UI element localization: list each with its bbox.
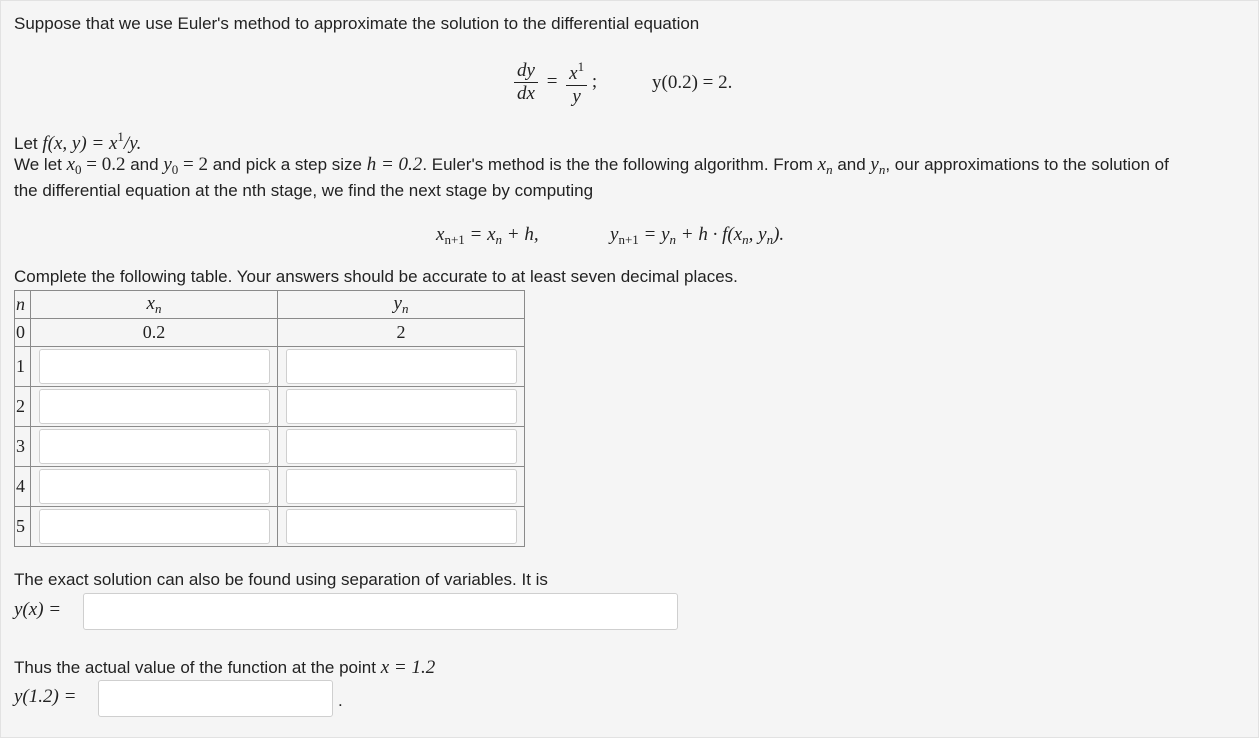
row-index: 0 (15, 319, 31, 347)
x-update-formula: $x_{n+1} = x_n + h$, (436, 224, 539, 247)
y-update-formula: $y_{n+1} = y_n + h \cdot f(x_n$, $y_n$). (610, 224, 785, 247)
actual-value-input[interactable] (98, 680, 333, 717)
table-prompt: Complete the following table. Your answers should be accurate to at least seven decimal places. (14, 267, 738, 286)
trailing-period: . (338, 691, 343, 710)
actual-value-text: Thus the actual value of the function at the point x = 1.2 (14, 657, 436, 678)
x-over-y-fraction: $\frac{x^1}{y}$ (566, 56, 587, 108)
intro-text: Suppose that we use Euler's method to approximate the solution to the differential equation (14, 14, 700, 33)
y5-input[interactable] (286, 509, 517, 544)
let-f-line: Let f(x, $y) = x^1/y$. (14, 129, 142, 154)
table-header-row (15, 291, 525, 319)
y4-input[interactable] (286, 469, 517, 504)
y3-input[interactable] (286, 429, 517, 464)
x3-input[interactable] (39, 429, 270, 464)
point-expression: x = 1.2 (380, 657, 436, 678)
setup-paragraph-line2: the differential equation at the nth stage, we find the next stage by computing (14, 181, 594, 200)
y0-value: 2 (278, 319, 525, 347)
header-yn: $y_n$ (278, 291, 525, 319)
euler-table (14, 290, 525, 547)
row-index: 3 (15, 427, 31, 467)
y2-input[interactable] (286, 389, 517, 424)
x4-input[interactable] (39, 469, 270, 504)
y1-input[interactable] (286, 349, 517, 384)
setup-paragraph-line1: We let $x_0 = 0.2$ and $y_0 = 2$ and pick a step size h = 0.2. Euler's method is the the following algorithm. From $x_n$ and $y_n$, our approximations to the solution of (14, 154, 1169, 177)
x0-value: 0.2 (31, 319, 278, 347)
exact-solution-label: y(x) = (14, 599, 62, 620)
row-index: 2 (15, 387, 31, 427)
table-row (15, 347, 525, 387)
row-index: 5 (15, 507, 31, 547)
table-row (15, 467, 525, 507)
exact-solution-text: The exact solution can also be found using separation of variables. It is (14, 570, 548, 589)
table-row (15, 319, 525, 347)
exact-solution-input[interactable] (83, 593, 678, 630)
x1-input[interactable] (39, 349, 270, 384)
x5-input[interactable] (39, 509, 270, 544)
row-index: 1 (15, 347, 31, 387)
table-row (15, 387, 525, 427)
actual-value-label: y(1.2) = (14, 686, 77, 707)
dy-dx-fraction: $\frac{dy}{dx}$ (514, 60, 538, 105)
header-n: n (15, 291, 31, 319)
row-index: 4 (15, 467, 31, 507)
initial-condition: y(0.2) = 2. (652, 72, 733, 93)
table-row (15, 427, 525, 467)
header-xn: $x_n$ (31, 291, 278, 319)
ode-equation: $\frac{dy}{dx}$ = $\frac{x^1}{y}$ ; (514, 56, 597, 108)
table-row (15, 507, 525, 547)
x2-input[interactable] (39, 389, 270, 424)
